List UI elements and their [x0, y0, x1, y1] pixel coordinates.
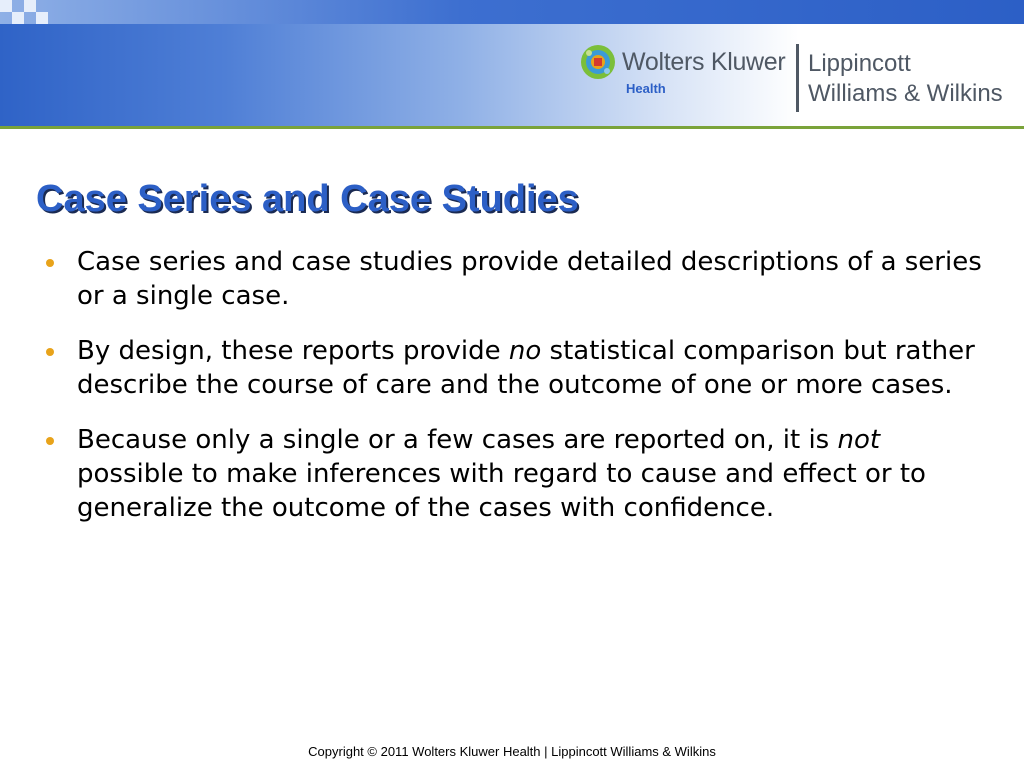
header-top-strip [0, 0, 1024, 24]
bullet-list [44, 245, 984, 546]
bullet-item [44, 245, 984, 313]
publisher-logo [580, 40, 1020, 116]
emphasis-word: no [508, 336, 542, 366]
brand-sub-name: Health [626, 81, 666, 96]
bullet-marker [46, 259, 54, 267]
bullet-text: By design, these reports provide no statistical comparison but rather describe the course of care and the outcome of one or more cases. [77, 336, 975, 400]
logo-divider [796, 44, 799, 112]
partner-name-line1: Lippincott [808, 50, 911, 77]
bullet-item [44, 423, 984, 525]
header-divider-rule [0, 126, 1024, 129]
header-checker-pattern [0, 0, 48, 24]
bullet-text: Case series and case studies provide detailed descriptions of a series or a single case. [77, 247, 982, 311]
wolters-kluwer-globe-icon [580, 44, 616, 80]
copyright-footer: Copyright © 2011 Wolters Kluwer Health | Lippincott Williams & Wilkins [308, 744, 716, 759]
emphasis-word: not [837, 425, 881, 455]
brand-primary-name: Wolters Kluwer [622, 48, 786, 76]
partner-name-line2: Williams & Wilkins [808, 80, 1003, 107]
bullet-text: Because only a single or a few cases are reported on, it is not possible to make inferences with regard to cause and effect or to generalize the outcome of the cases with confidence. [77, 425, 926, 523]
slide-title: Case Series and Case Studies [36, 178, 579, 220]
bullet-marker [46, 348, 54, 356]
bullet-item [44, 334, 984, 402]
bullet-marker [46, 437, 54, 445]
